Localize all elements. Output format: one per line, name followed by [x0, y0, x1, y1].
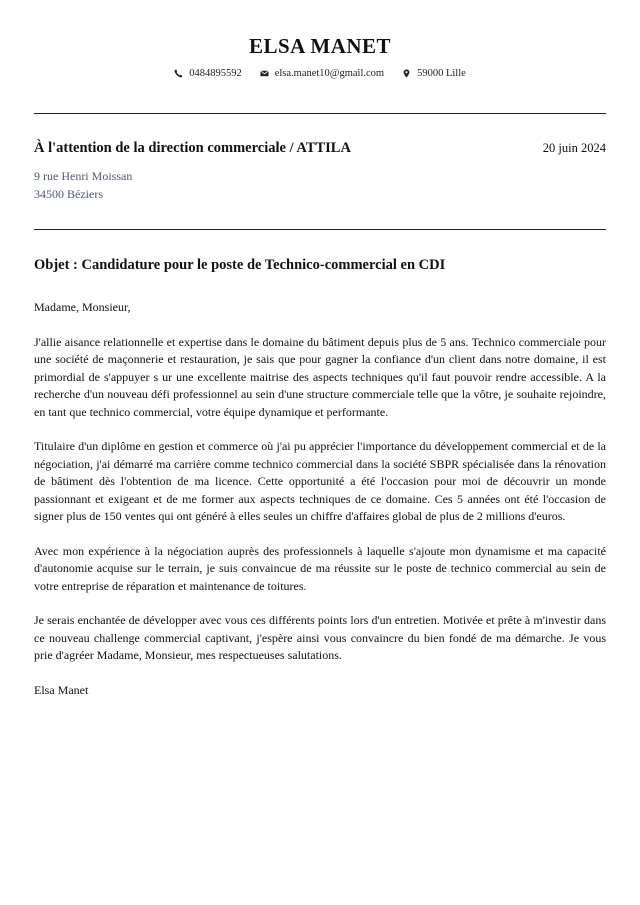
- paragraph-2: Titulaire d'un diplôme en gestion et commerce où j'ai pu apprécier l'importance du développement commercial et de la négociation, j'ai démarré ma carrière comme technico commercial dans la société SBPR spécialisée dans la rénovation de bâtiment dès l'obtention de ma licence. Cette opportunité a été l'occasion pour moi de découvrir un monde passionnant et exigeant et de me former aux aspects techniques de ce domaine. Ces 5 années ont été l'occasion de signer plus de 150 ventes qui ont généré à elles seules un chiffre d'affaires global de plus de 2 millions d'euros.: [34, 439, 606, 523]
- location-pin-icon: [402, 69, 411, 78]
- recipient-title: À l'attention de la direction commerciale / ATTILA: [34, 140, 351, 156]
- contact-bar: [0, 68, 640, 79]
- paragraph-4: Je serais enchantée de développer avec vous ces différents points lors d'un entretien. Motivée et prête à m'investir dans ce nouveau challenge commercial captivant, j'espère ainsi vous convaincre du bien fondé de ma démarche. Je vous prie d'agréer Madame, Monsieur, mes respectueuses salutations.: [34, 613, 606, 662]
- contact-email: [260, 68, 384, 79]
- recipient-divider: [34, 229, 606, 230]
- location-text: 59000 Lille: [417, 68, 466, 79]
- letter-subject: Objet : Candidature pour le poste de Technico-commercial en CDI: [34, 257, 446, 273]
- signature: Elsa Manet: [34, 682, 89, 697]
- contact-phone: [174, 68, 242, 79]
- email-address: elsa.manet10@gmail.com: [274, 68, 385, 79]
- recipient-address: [34, 167, 132, 203]
- paragraph-3: Avec mon expérience à la négociation auprès des professionnels à laquelle s'ajoute mon dynamisme et ma capacité d'autonomie acquise sur le terrain, je suis convaincue de ma réussite sur le poste de technico commercial au sein de votre entreprise de réparation et maintenance de toitures.: [34, 543, 606, 593]
- contact-location: [402, 68, 466, 79]
- header-divider: [34, 113, 606, 114]
- paragraph-1: J'allie aisance relationnelle et expertise dans le domaine du bâtiment depuis plus de 5 ans. Technico commerciale pour une société de maçonnerie et restauration, je sais que pour gagner la confiance d'un client dans notre domaine, il est primordial de s'appuyer s ur une excellente maitrise des aspects techniques qu'il faut pouvoir rendre accessible. A la recherche d'un nouveau défi professionnel au sein d'une structure commerciale telle que la vôtre, je souhaite rejoindre, en tant que technico commercial, votre équipe dynamique et performante.: [34, 334, 606, 419]
- letter-body: [34, 299, 606, 716]
- salutation: Madame, Monsieur,: [34, 300, 131, 314]
- letter-date: 20 juin 2024: [542, 141, 606, 155]
- phone-icon: [174, 69, 183, 78]
- address-line-1: 9 rue Henri Moissan: [34, 169, 133, 183]
- address-line-2: 34500 Béziers: [34, 187, 103, 201]
- applicant-name: ELSA MANET: [248, 34, 392, 58]
- phone-number: 0484895592: [189, 68, 242, 79]
- mail-icon: [260, 69, 269, 78]
